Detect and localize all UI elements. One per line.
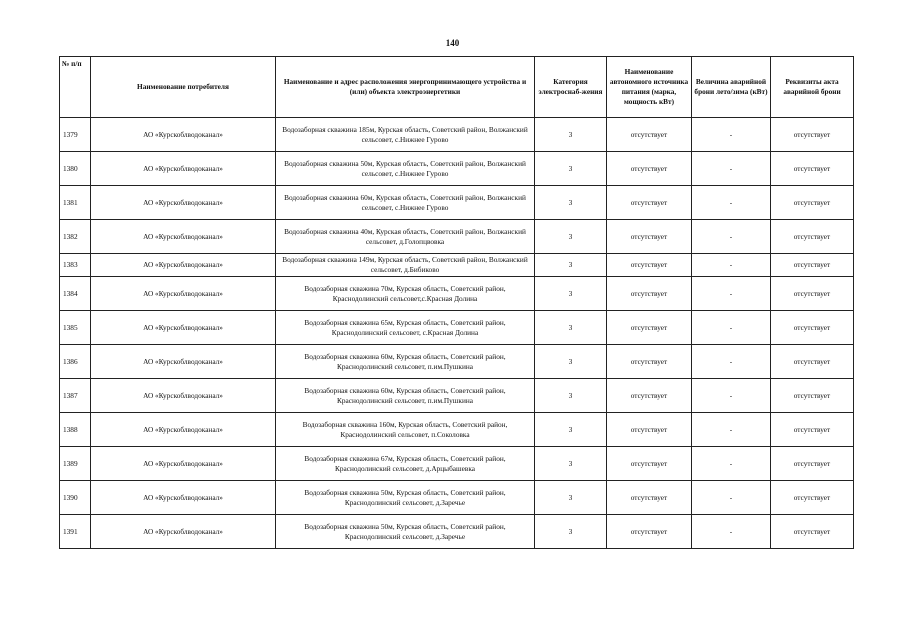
cell-num: 1383 <box>60 254 91 277</box>
cell-address: Водозаборная скважина 149м, Курская область, Советский район, Волжанский сельсовет, д.Бибиково <box>276 254 535 277</box>
cell-source: отсутствует <box>607 447 692 481</box>
cell-act: отсутствует <box>771 118 854 152</box>
table-row <box>60 515 854 549</box>
cell-category: 3 <box>535 311 607 345</box>
cell-address: Водозаборная скважина 40м, Курская область, Советский район, Волжанский сельсовет, д.Голопцвовка <box>276 220 535 254</box>
cell-consumer: АО «Курскоблводоканал» <box>91 345 276 379</box>
cell-source: отсутствует <box>607 481 692 515</box>
table-row <box>60 481 854 515</box>
cell-address: Водозаборная скважина 60м, Курская область, Советский район, Краснодолинский сельсовет, п.им.Пушкина <box>276 345 535 379</box>
table-row <box>60 118 854 152</box>
cell-category: 3 <box>535 447 607 481</box>
cell-consumer: АО «Курскоблводоканал» <box>91 152 276 186</box>
cell-category: 3 <box>535 220 607 254</box>
cell-num: 1381 <box>60 186 91 220</box>
table-row <box>60 379 854 413</box>
cell-source: отсутствует <box>607 186 692 220</box>
cell-category: 3 <box>535 515 607 549</box>
cell-act: отсутствует <box>771 254 854 277</box>
cell-power: - <box>692 118 771 152</box>
cell-category: 3 <box>535 413 607 447</box>
cell-source: отсутствует <box>607 254 692 277</box>
cell-address: Водозаборная скважина 70м, Курская область, Советский район, Краснодолинский сельсовет,с.Красная Долина <box>276 277 535 311</box>
cell-source: отсутствует <box>607 413 692 447</box>
cell-source: отсутствует <box>607 118 692 152</box>
table-row <box>60 447 854 481</box>
cell-power: - <box>692 277 771 311</box>
cell-num: 1389 <box>60 447 91 481</box>
cell-category: 3 <box>535 152 607 186</box>
header-source: Наименование автономного источника питания (марка, мощность кВт) <box>607 57 692 118</box>
cell-source: отсутствует <box>607 152 692 186</box>
cell-act: отсутствует <box>771 481 854 515</box>
header-consumer: Наименование потребителя <box>91 57 276 118</box>
cell-consumer: АО «Курскоблводоканал» <box>91 311 276 345</box>
cell-address: Водозаборная скважина 67м, Курская область, Советский район, Краснодолинский сельсовет, д.Арцыбашевка <box>276 447 535 481</box>
cell-consumer: АО «Курскоблводоканал» <box>91 254 276 277</box>
header-num: № п/п <box>60 57 91 118</box>
cell-act: отсутствует <box>771 447 854 481</box>
cell-power: - <box>692 186 771 220</box>
cell-consumer: АО «Курскоблводоканал» <box>91 277 276 311</box>
cell-power: - <box>692 152 771 186</box>
cell-address: Водозаборная скважина 65м, Курская область, Советский район, Краснодолинский сельсовет, с.Красная Долина <box>276 311 535 345</box>
cell-consumer: АО «Курскоблводоканал» <box>91 481 276 515</box>
cell-category: 3 <box>535 379 607 413</box>
cell-address: Водозаборная скважина 60м, Курская область, Советский район, Волжанский сельсовет, с.Нижнее Гурово <box>276 186 535 220</box>
cell-num: 1380 <box>60 152 91 186</box>
cell-num: 1390 <box>60 481 91 515</box>
cell-category: 3 <box>535 118 607 152</box>
cell-act: отсутствует <box>771 379 854 413</box>
cell-power: - <box>692 254 771 277</box>
cell-consumer: АО «Курскоблводоканал» <box>91 515 276 549</box>
cell-act: отсутствует <box>771 413 854 447</box>
cell-consumer: АО «Курскоблводоканал» <box>91 118 276 152</box>
cell-category: 3 <box>535 277 607 311</box>
cell-num: 1385 <box>60 311 91 345</box>
cell-source: отсутствует <box>607 345 692 379</box>
cell-address: Водозаборная скважина 60м, Курская область, Советский район, Краснодолинский сельсовет, п.им.Пушкина <box>276 379 535 413</box>
cell-power: - <box>692 447 771 481</box>
cell-category: 3 <box>535 345 607 379</box>
header-address: Наименование и адрес расположения энергопринимающего устройства и (или) объекта электроэнергетики <box>276 57 535 118</box>
table-row <box>60 186 854 220</box>
cell-consumer: АО «Курскоблводоканал» <box>91 447 276 481</box>
cell-num: 1379 <box>60 118 91 152</box>
cell-num: 1386 <box>60 345 91 379</box>
cell-source: отсутствует <box>607 311 692 345</box>
cell-power: - <box>692 345 771 379</box>
table-row <box>60 345 854 379</box>
cell-num: 1391 <box>60 515 91 549</box>
table-row <box>60 413 854 447</box>
cell-power: - <box>692 515 771 549</box>
table-row <box>60 152 854 186</box>
cell-category: 3 <box>535 254 607 277</box>
cell-power: - <box>692 481 771 515</box>
consumers-table <box>59 56 854 549</box>
cell-act: отсутствует <box>771 220 854 254</box>
table-header-row <box>60 57 854 118</box>
page-number: 140 <box>445 38 460 48</box>
cell-num: 1387 <box>60 379 91 413</box>
header-power: Величина аварийной брони лето/зима (кВт) <box>692 57 771 118</box>
cell-source: отсутствует <box>607 277 692 311</box>
cell-num: 1388 <box>60 413 91 447</box>
table-row <box>60 220 854 254</box>
cell-category: 3 <box>535 481 607 515</box>
cell-address: Водозаборная скважина 50м, Курская область, Советский район, Краснодолинский сельсовет, д.Заречье <box>276 481 535 515</box>
cell-act: отсутствует <box>771 152 854 186</box>
cell-num: 1382 <box>60 220 91 254</box>
cell-consumer: АО «Курскоблводоканал» <box>91 379 276 413</box>
table-row <box>60 311 854 345</box>
cell-act: отсутствует <box>771 311 854 345</box>
cell-num: 1384 <box>60 277 91 311</box>
cell-address: Водозаборная скважина 50м, Курская область, Советский район, Краснодолинский сельсовет, д.Заречье <box>276 515 535 549</box>
cell-address: Водозаборная скважина 160м, Курская область, Советский район, Краснодолинский сельсовет, п.Соколовка <box>276 413 535 447</box>
table-row <box>60 277 854 311</box>
header-act: Реквизиты акта аварийной брони <box>771 57 854 118</box>
cell-power: - <box>692 220 771 254</box>
cell-act: отсутствует <box>771 186 854 220</box>
cell-source: отсутствует <box>607 220 692 254</box>
cell-address: Водозаборная скважина 50м, Курская область, Советский район, Волжанский сельсовет, с.Нижнее Гурово <box>276 152 535 186</box>
cell-category: 3 <box>535 186 607 220</box>
cell-power: - <box>692 311 771 345</box>
cell-consumer: АО «Курскоблводоканал» <box>91 186 276 220</box>
cell-power: - <box>692 413 771 447</box>
cell-act: отсутствует <box>771 515 854 549</box>
cell-source: отсутствует <box>607 515 692 549</box>
table-row <box>60 254 854 277</box>
cell-act: отсутствует <box>771 277 854 311</box>
header-category: Категория электроснаб-жения <box>535 57 607 118</box>
cell-act: отсутствует <box>771 345 854 379</box>
cell-source: отсутствует <box>607 379 692 413</box>
cell-address: Водозаборная скважина 185м, Курская область, Советский район, Волжанский сельсовет, с.Нижнее Гурово <box>276 118 535 152</box>
cell-consumer: АО «Курскоблводоканал» <box>91 220 276 254</box>
cell-power: - <box>692 379 771 413</box>
cell-consumer: АО «Курскоблводоканал» <box>91 413 276 447</box>
